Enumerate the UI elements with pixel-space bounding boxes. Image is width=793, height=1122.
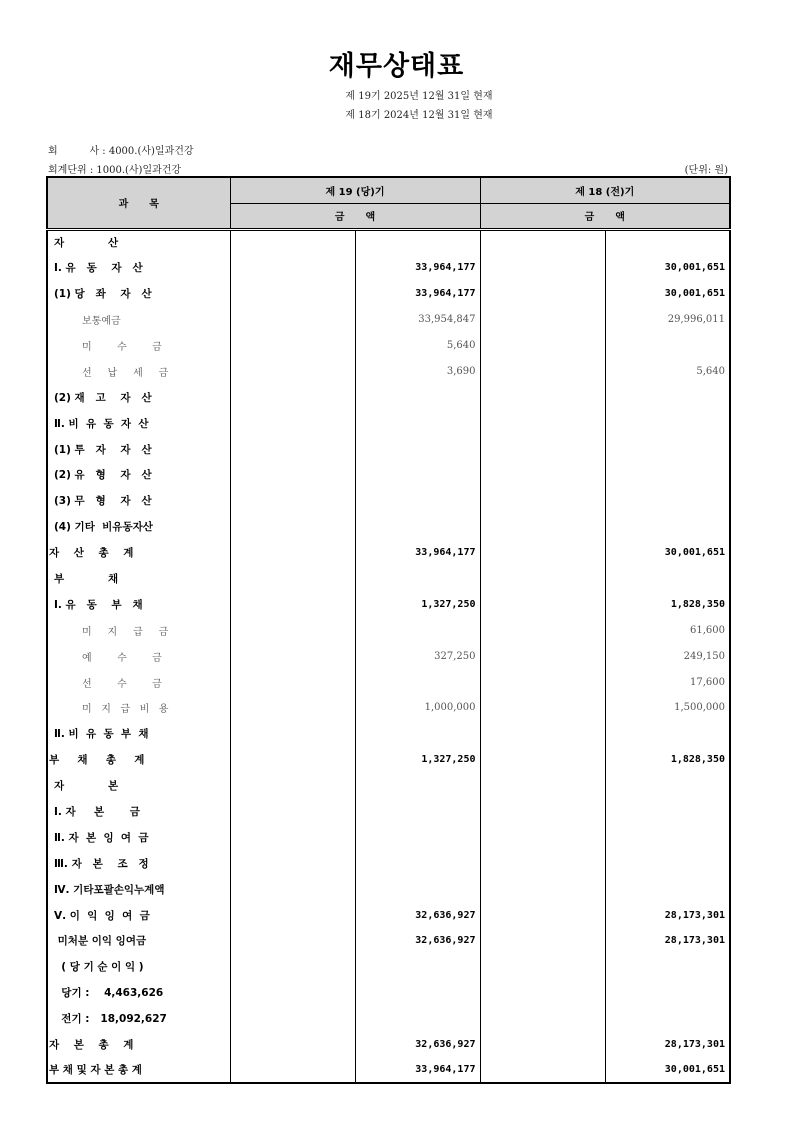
table-row: [47, 591, 730, 617]
prior-blank-cell: [480, 695, 605, 721]
table-row: [47, 255, 730, 281]
prior-blank-cell: [480, 1058, 605, 1084]
currency-unit: (단위: 원): [684, 165, 728, 176]
prior-amount: 5,640: [605, 358, 730, 384]
table-row: [47, 307, 730, 333]
current-amount: 5,640: [355, 333, 480, 359]
table-row: [47, 462, 730, 488]
prior-amount: [605, 980, 730, 1006]
table-row: [47, 1058, 730, 1084]
current-amount: 32,636,927: [355, 902, 480, 928]
account-label: 자 본: [47, 773, 230, 799]
table-row: [47, 617, 730, 643]
prior-amount: [605, 824, 730, 850]
prior-blank-cell: [480, 281, 605, 307]
prior-amount: [605, 773, 730, 799]
prior-blank-cell: [480, 669, 605, 695]
account-label: 보통예금: [47, 307, 230, 333]
prior-amount: [605, 333, 730, 359]
prior-amount: 61,600: [605, 617, 730, 643]
table-row: [47, 695, 730, 721]
table-row: [47, 824, 730, 850]
table-row: [47, 721, 730, 747]
prior-blank-cell: [480, 876, 605, 902]
prior-blank-cell: [480, 643, 605, 669]
current-blank-cell: [230, 591, 355, 617]
current-amount: [355, 799, 480, 825]
account-label: (1) 투 자 자 산: [47, 436, 230, 462]
current-blank-cell: [230, 384, 355, 410]
prior-amount: [605, 850, 730, 876]
account-label: 미 지 급 비 용: [47, 695, 230, 721]
prior-amount: 1,828,350: [605, 747, 730, 773]
account-label: 부 채: [47, 566, 230, 592]
current-amount: [355, 773, 480, 799]
account-label: 자 본 총 계: [47, 1032, 230, 1058]
account-label: Ⅱ. 자 본 잉 여 금: [47, 824, 230, 850]
prior-amount: 30,001,651: [605, 540, 730, 566]
current-amount: [355, 850, 480, 876]
current-blank-cell: [230, 462, 355, 488]
current-amount: 3,690: [355, 358, 480, 384]
prior-blank-cell: [480, 617, 605, 643]
current-blank-cell: [230, 824, 355, 850]
prior-amount: [605, 462, 730, 488]
current-amount: [355, 1006, 480, 1032]
prior-blank-cell: [480, 410, 605, 436]
table-row: [47, 229, 730, 255]
current-blank-cell: [230, 954, 355, 980]
table-row: [47, 1006, 730, 1032]
current-blank-cell: [230, 643, 355, 669]
current-amount: [355, 488, 480, 514]
prior-blank-cell: [480, 358, 605, 384]
balance-sheet-table: [46, 176, 731, 1084]
current-amount: [355, 514, 480, 540]
prior-blank-cell: [480, 902, 605, 928]
prior-blank-cell: [480, 1032, 605, 1058]
account-label: 선 수 금: [47, 669, 230, 695]
prior-amount: 1,828,350: [605, 591, 730, 617]
current-amount: 32,636,927: [355, 928, 480, 954]
prior-blank-cell: [480, 229, 605, 255]
current-amount: 33,964,177: [355, 540, 480, 566]
account-label: Ⅰ. 유 동 자 산: [47, 255, 230, 281]
current-blank-cell: [230, 1006, 355, 1032]
current-amount: 32,636,927: [355, 1032, 480, 1058]
prior-blank-cell: [480, 773, 605, 799]
prior-blank-cell: [480, 462, 605, 488]
prior-amount: 28,173,301: [605, 902, 730, 928]
table-row: [47, 799, 730, 825]
account-label: Ⅰ. 자 본 금: [47, 799, 230, 825]
account-label: Ⅳ. 기타포괄손익누계액: [47, 876, 230, 902]
current-amount: [355, 617, 480, 643]
table-row: [47, 980, 730, 1006]
table-row: [47, 773, 730, 799]
account-label: 자 산: [47, 229, 230, 255]
current-blank-cell: [230, 281, 355, 307]
current-blank-cell: [230, 255, 355, 281]
table-row: [47, 747, 730, 773]
prior-amount: [605, 514, 730, 540]
current-amount: 1,327,250: [355, 747, 480, 773]
table-row: [47, 488, 730, 514]
current-amount: 327,250: [355, 643, 480, 669]
table-row: [47, 928, 730, 954]
current-blank-cell: [230, 928, 355, 954]
prior-amount: 28,173,301: [605, 928, 730, 954]
current-blank-cell: [230, 799, 355, 825]
account-label: 부 채 총 계: [47, 747, 230, 773]
prior-blank-cell: [480, 721, 605, 747]
current-blank-cell: [230, 229, 355, 255]
account-label: Ⅴ. 이 익 잉 여 금: [47, 902, 230, 928]
table-row: [47, 902, 730, 928]
account-label: (4) 기타 비유동자산: [47, 514, 230, 540]
table-row: [47, 954, 730, 980]
current-blank-cell: [230, 410, 355, 436]
table-row: [47, 876, 730, 902]
account-label: ( 당 기 순 이 익 ): [47, 954, 230, 980]
table-row: [47, 358, 730, 384]
current-period-header: 제 19 (당)기: [230, 177, 480, 203]
account-label: (1) 당 좌 자 산: [47, 281, 230, 307]
current-amount: [355, 462, 480, 488]
current-blank-cell: [230, 695, 355, 721]
current-blank-cell: [230, 436, 355, 462]
prior-blank-cell: [480, 566, 605, 592]
prior-blank-cell: [480, 488, 605, 514]
prior-amount-header: 금 액: [480, 203, 730, 229]
current-blank-cell: [230, 488, 355, 514]
account-label: Ⅱ. 비 유 동 자 산: [47, 410, 230, 436]
prior-blank-cell: [480, 333, 605, 359]
account-label: 미 수 금: [47, 333, 230, 359]
current-blank-cell: [230, 566, 355, 592]
report-title: 재무상태표: [328, 51, 465, 82]
current-amount: [355, 824, 480, 850]
prior-amount: [605, 488, 730, 514]
current-amount: 33,964,177: [355, 1058, 480, 1084]
prior-blank-cell: [480, 255, 605, 281]
account-label: (2) 재 고 자 산: [47, 384, 230, 410]
current-blank-cell: [230, 669, 355, 695]
prior-amount: 1,500,000: [605, 695, 730, 721]
current-amount: 1,327,250: [355, 591, 480, 617]
current-blank-cell: [230, 358, 355, 384]
prior-blank-cell: [480, 540, 605, 566]
table-row: [47, 850, 730, 876]
account-label: 미 지 급 금: [47, 617, 230, 643]
account-label: (2) 유 형 자 산: [47, 462, 230, 488]
prior-amount: [605, 1006, 730, 1032]
prior-amount: 29,996,011: [605, 307, 730, 333]
prior-blank-cell: [480, 514, 605, 540]
current-amount: [355, 566, 480, 592]
table-row: [47, 281, 730, 307]
current-blank-cell: [230, 876, 355, 902]
prior-amount: [605, 721, 730, 747]
current-blank-cell: [230, 721, 355, 747]
current-blank-cell: [230, 1058, 355, 1084]
prior-amount: 17,600: [605, 669, 730, 695]
account-label: (3) 무 형 자 산: [47, 488, 230, 514]
current-amount: 1,000,000: [355, 695, 480, 721]
current-amount: 33,954,847: [355, 307, 480, 333]
current-blank-cell: [230, 307, 355, 333]
current-amount: [355, 669, 480, 695]
prior-amount: 28,173,301: [605, 1032, 730, 1058]
current-amount: 33,964,177: [355, 281, 480, 307]
account-label: Ⅰ. 유 동 부 채: [47, 591, 230, 617]
current-amount: [355, 954, 480, 980]
current-blank-cell: [230, 333, 355, 359]
prior-amount: [605, 566, 730, 592]
prior-blank-cell: [480, 747, 605, 773]
current-blank-cell: [230, 540, 355, 566]
accounting-unit: 회계단위 : 1000.(사)일과건강: [48, 165, 182, 176]
current-amount: [355, 876, 480, 902]
prior-blank-cell: [480, 384, 605, 410]
account-label: 선 납 세 금: [47, 358, 230, 384]
table-row: [47, 333, 730, 359]
prior-blank-cell: [480, 799, 605, 825]
prior-blank-cell: [480, 1006, 605, 1032]
prior-amount: 249,150: [605, 643, 730, 669]
prior-amount: 30,001,651: [605, 1058, 730, 1084]
account-header: 과 목: [47, 177, 230, 229]
table-row: [47, 1032, 730, 1058]
prior-amount: [605, 954, 730, 980]
company-name: 회 사 : 4000.(사)일과건강: [48, 146, 194, 157]
prior-blank-cell: [480, 980, 605, 1006]
current-amount: [355, 229, 480, 255]
prior-amount: [605, 876, 730, 902]
account-label: 당기 : 4,463,626: [47, 980, 230, 1006]
account-label: 부 채 및 자 본 총 계: [47, 1058, 230, 1084]
table-body: [47, 229, 730, 1083]
prior-blank-cell: [480, 307, 605, 333]
current-blank-cell: [230, 617, 355, 643]
prior-blank-cell: [480, 928, 605, 954]
table-row: [47, 643, 730, 669]
current-blank-cell: [230, 747, 355, 773]
account-label: 자 산 총 계: [47, 540, 230, 566]
period-current: 제 19기 2025년 12월 31일 현재: [345, 91, 493, 102]
current-amount: [355, 980, 480, 1006]
current-blank-cell: [230, 773, 355, 799]
table-row: [47, 566, 730, 592]
prior-blank-cell: [480, 824, 605, 850]
prior-amount: [605, 436, 730, 462]
current-blank-cell: [230, 980, 355, 1006]
prior-period-header: 제 18 (전)기: [480, 177, 730, 203]
prior-amount: [605, 229, 730, 255]
current-amount: [355, 436, 480, 462]
table-row: [47, 540, 730, 566]
table-row: [47, 436, 730, 462]
prior-amount: [605, 799, 730, 825]
prior-blank-cell: [480, 436, 605, 462]
current-blank-cell: [230, 1032, 355, 1058]
prior-blank-cell: [480, 850, 605, 876]
account-label: 전기 : 18,092,627: [47, 1006, 230, 1032]
table-row: [47, 514, 730, 540]
current-amount-header: 금 액: [230, 203, 480, 229]
table-row: [47, 384, 730, 410]
prior-amount: 30,001,651: [605, 281, 730, 307]
current-blank-cell: [230, 902, 355, 928]
prior-blank-cell: [480, 591, 605, 617]
table-row: [47, 669, 730, 695]
table-row: [47, 410, 730, 436]
prior-amount: [605, 384, 730, 410]
current-amount: [355, 721, 480, 747]
current-amount: [355, 384, 480, 410]
period-prior: 제 18기 2024년 12월 31일 현재: [345, 110, 493, 121]
account-label: Ⅱ. 비 유 동 부 채: [47, 721, 230, 747]
account-label: 미처분 이익 잉여금: [47, 928, 230, 954]
prior-blank-cell: [480, 954, 605, 980]
current-amount: 33,964,177: [355, 255, 480, 281]
account-label: 예 수 금: [47, 643, 230, 669]
current-amount: [355, 410, 480, 436]
prior-amount: 30,001,651: [605, 255, 730, 281]
prior-amount: [605, 410, 730, 436]
current-blank-cell: [230, 850, 355, 876]
current-blank-cell: [230, 514, 355, 540]
account-label: Ⅲ. 자 본 조 정: [47, 850, 230, 876]
